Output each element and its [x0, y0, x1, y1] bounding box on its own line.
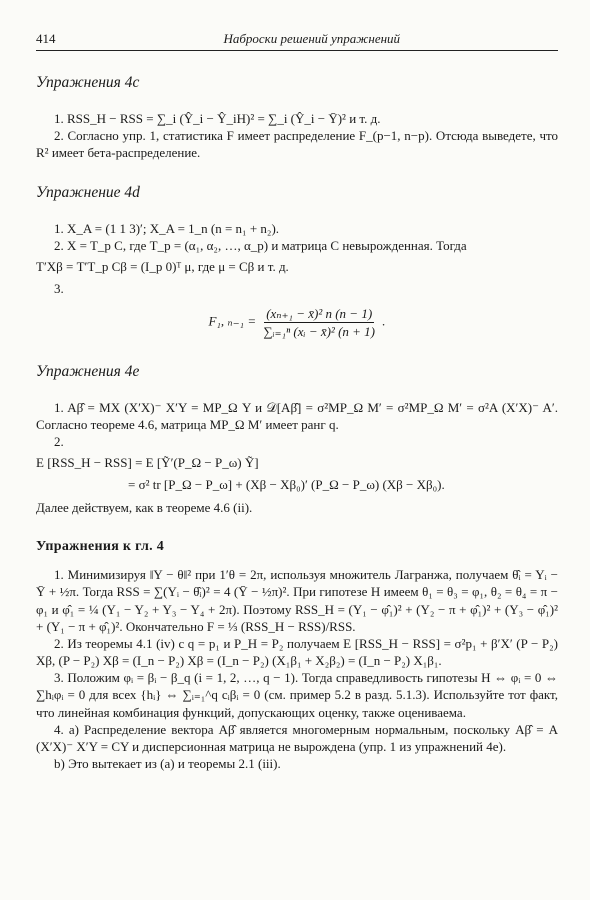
- exercise-4c-1: 1. RSS_H − RSS = ∑_i (Ŷ_i − Ŷ_iH)² = ∑_i (Ŷ_i − Ȳ)² и т. д.: [54, 110, 381, 126]
- section-heading-4c: Упражнения 4c: [36, 74, 140, 92]
- exercise-4d-2: 2. X = T_p C, где T_p = (α₁, α₂, …, α_p) и матрица C невырожденная. Тогда: [54, 237, 467, 253]
- formula-tail: .: [382, 313, 386, 329]
- running-head: [36, 30, 558, 51]
- chapter-exercises-heading: Упражнения к гл. 4: [36, 538, 165, 554]
- exercise-4e-2-label: 2.: [54, 434, 64, 450]
- exercise-4d-1: 1. X_A = (1 1 3)′; X_A = 1_n (n = n₁ + n₂).: [54, 220, 280, 236]
- exercise-4e-note: Далее действуем, как в теореме 4.6 (ii).: [36, 499, 253, 515]
- section-heading-4e: Упражнения 4e: [36, 363, 140, 381]
- f-statistic-formula: [36, 305, 558, 340]
- exercise-4d-3-label: 3.: [54, 281, 64, 296]
- page-number: 414: [36, 31, 56, 46]
- exercise-4e-2-eq2: = σ² tr [P_Ω − P_ω] + (Xβ − Xβ₀)′ (P_Ω − P_ω) (Xβ − Xβ₀).: [128, 476, 445, 492]
- chapter-exercise-4a: 4. a) Распределение вектора Aβ̂ является многомерным нормальным, поскольку Aβ̂ = A (X′X)⁻ X′Y = CY и дисперсионная матрица не вырождена (упр. 1 из упражнений 4e).: [36, 721, 558, 754]
- formula-lhs: F₁, ₙ₋₁ =: [208, 313, 257, 329]
- formula-fraction: [261, 305, 377, 340]
- chapter-exercise-4b: b) Это вытекает из (a) и теоремы 2.1 (iii).: [54, 756, 281, 772]
- exercise-4d-2-cont: T′Xβ = T′T_p Cβ = (I_p 0)ᵀ μ, где μ = Cβ и т. д.: [36, 258, 289, 274]
- chapter-exercise-3: 3. Положим φᵢ = βᵢ − β_q (i = 1, 2, …, q − 1). Тогда справедливость гипотезы H ⇔ φᵢ = 0 ⇔ ∑hᵢφᵢ = 0 для всех {hᵢ} ⇔ ∑ᵢ₌₁^q cᵢβᵢ = 0 (см. пример 5.2 в разд. 5.1.3). Используйте тот факт, что линейная комбинация функций, допускающих оценку, также оцениваема.: [36, 670, 558, 720]
- chapter-exercise-2: 2. Из теоремы 4.1 (iv) с q = p₁ и P_H = P₂ получаем E [RSS_H − RSS] = σ²p₁ + β′X′ (P − P₂) Xβ, (P − P₂) Xβ = (I_n − P₂) Xβ = (I_n − P₂) (X₁β₁ + X₂β₂) = (I_n − P₂) X₁β₁.: [36, 635, 558, 669]
- formula-denominator: ∑ᵢ₌₁ⁿ (xᵢ − x̄)² (n + 1): [263, 324, 376, 340]
- section-heading-4d: Упражнение 4d: [36, 184, 140, 202]
- running-title: Наброски решений упражнений: [223, 31, 401, 46]
- formula-numerator: (xₙ₊₁ − x̄)² n (n − 1): [264, 305, 374, 323]
- exercise-4c-2: 2. Согласно упр. 1, статистика F имеет распределение F_(p−1, n−p). Отсюда выведете, что R² имеет бета-распределение.: [36, 127, 558, 160]
- exercise-4e-1: 1. Aβ̂ = MX (X′X)⁻ X′Y = MP_Ω Y и 𝒟[Aβ̂] = σ²MP_Ω M′ = σ²MP_Ω M′ = σ²A (X′X)⁻ A′. Согласно теореме 4.6, матрица MP_Ω M′ имеет ранг q.: [36, 399, 558, 433]
- chapter-exercise-1: 1. Минимизируя ‖Y − θ‖² при 1′θ = 2π, используя множитель Лагранжа, получаем θ̂ᵢ = Yᵢ − Ȳ + ½π. Тогда RSS = ∑(Yᵢ − θ̂ᵢ)² = 4 (Ȳ − ½π)². При гипотезе H имеем θ₁ = θ₃ = φ₁, θ₂ = θ₄ = π − φ₁ и φ̂₁ = ¼ (Y₁ − Y₂ + Y₃ − Y₄ + 2π). Поэтому RSS_H = (Y₁ − φ̂₁)² + (Y₂ − π + φ̂₁)² + (Y₃ − φ̂₁)² + (Y₁ − π + φ̂₁)². Окончательно F = ⅓ (RSS_H − RSS)/RSS.: [36, 567, 558, 634]
- exercise-4e-2-eq1: E [RSS_H − RSS] = E [Ỹ′(P_Ω − P_ω) Ỹ]: [36, 455, 259, 471]
